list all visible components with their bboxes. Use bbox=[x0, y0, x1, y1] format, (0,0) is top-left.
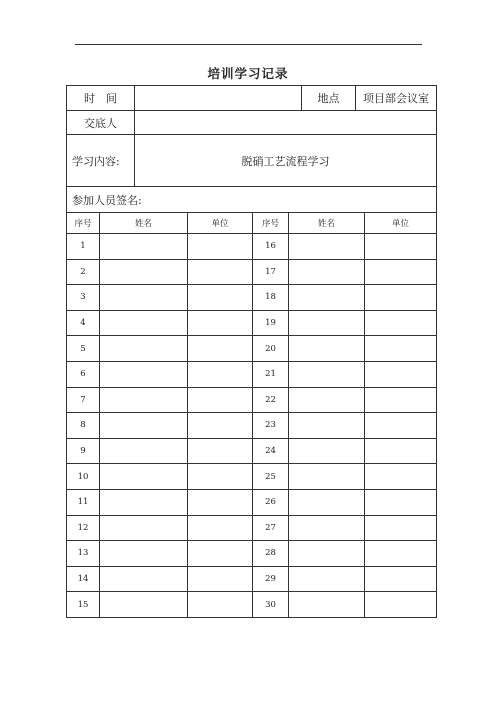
table-row bbox=[67, 336, 437, 362]
name-field[interactable] bbox=[100, 515, 188, 541]
unit-field[interactable] bbox=[188, 489, 253, 515]
row-number: 17 bbox=[253, 259, 289, 285]
table-row bbox=[67, 464, 437, 490]
unit-field[interactable] bbox=[365, 387, 437, 413]
unit-field[interactable] bbox=[188, 566, 253, 592]
unit-field[interactable] bbox=[365, 464, 437, 490]
name-field[interactable] bbox=[100, 336, 188, 362]
row-number: 3 bbox=[67, 285, 100, 311]
row-number: 8 bbox=[67, 413, 100, 439]
document-title: 培训学习记录 bbox=[207, 66, 289, 81]
top-rule bbox=[75, 44, 422, 45]
row-number: 6 bbox=[67, 361, 100, 387]
name-field[interactable] bbox=[100, 464, 188, 490]
row-number: 26 bbox=[253, 489, 289, 515]
row-number: 1 bbox=[67, 234, 100, 260]
row-number: 25 bbox=[253, 464, 289, 490]
name-field[interactable] bbox=[289, 438, 365, 464]
unit-field[interactable] bbox=[365, 541, 437, 567]
location-label: 地点 bbox=[302, 86, 356, 111]
unit-field[interactable] bbox=[188, 592, 253, 618]
unit-field[interactable] bbox=[365, 566, 437, 592]
time-value-field[interactable] bbox=[135, 86, 302, 111]
unit-field[interactable] bbox=[365, 592, 437, 618]
row-number: 4 bbox=[67, 310, 100, 336]
presenter-label: 交底人 bbox=[67, 111, 135, 135]
row-number: 10 bbox=[67, 464, 100, 490]
presenter-value-field[interactable] bbox=[135, 111, 437, 135]
row-number: 23 bbox=[253, 413, 289, 439]
row-number: 18 bbox=[253, 285, 289, 311]
name-field[interactable] bbox=[100, 438, 188, 464]
table-row bbox=[67, 515, 437, 541]
name-field[interactable] bbox=[100, 489, 188, 515]
unit-field[interactable] bbox=[365, 234, 437, 260]
unit-field[interactable] bbox=[188, 541, 253, 567]
table-row bbox=[67, 413, 437, 439]
unit-field[interactable] bbox=[188, 438, 253, 464]
table-row bbox=[67, 285, 437, 311]
row-number: 13 bbox=[67, 541, 100, 567]
col-header-seq: 序号 bbox=[253, 213, 289, 234]
row-number: 20 bbox=[253, 336, 289, 362]
table-row bbox=[67, 566, 437, 592]
name-field[interactable] bbox=[289, 464, 365, 490]
name-field[interactable] bbox=[289, 234, 365, 260]
name-field[interactable] bbox=[100, 259, 188, 285]
row-number: 29 bbox=[253, 566, 289, 592]
row-number: 19 bbox=[253, 310, 289, 336]
name-field[interactable] bbox=[289, 541, 365, 567]
table-row bbox=[67, 361, 437, 387]
name-field[interactable] bbox=[100, 566, 188, 592]
row-number: 27 bbox=[253, 515, 289, 541]
unit-field[interactable] bbox=[365, 259, 437, 285]
name-field[interactable] bbox=[100, 285, 188, 311]
name-field[interactable] bbox=[289, 413, 365, 439]
name-field[interactable] bbox=[289, 592, 365, 618]
name-field[interactable] bbox=[100, 310, 188, 336]
name-field[interactable] bbox=[289, 515, 365, 541]
header-table bbox=[66, 85, 437, 213]
unit-field[interactable] bbox=[188, 464, 253, 490]
unit-field[interactable] bbox=[365, 515, 437, 541]
row-number: 12 bbox=[67, 515, 100, 541]
signature-header-row bbox=[67, 213, 437, 234]
row-number: 30 bbox=[253, 592, 289, 618]
table-row bbox=[67, 592, 437, 618]
name-field[interactable] bbox=[289, 387, 365, 413]
row-number: 21 bbox=[253, 361, 289, 387]
unit-field[interactable] bbox=[188, 515, 253, 541]
col-header-unit: 单位 bbox=[365, 213, 437, 234]
row-number: 9 bbox=[67, 438, 100, 464]
participants-label: 参加人员签名: bbox=[67, 187, 437, 213]
table-row bbox=[67, 438, 437, 464]
row-number: 15 bbox=[67, 592, 100, 618]
unit-field[interactable] bbox=[365, 310, 437, 336]
col-header-seq: 序号 bbox=[67, 213, 100, 234]
unit-field[interactable] bbox=[188, 361, 253, 387]
unit-field[interactable] bbox=[188, 310, 253, 336]
unit-field[interactable] bbox=[365, 489, 437, 515]
unit-field[interactable] bbox=[188, 259, 253, 285]
row-number: 11 bbox=[67, 489, 100, 515]
col-header-name: 姓名 bbox=[100, 213, 188, 234]
table-row bbox=[67, 541, 437, 567]
name-field[interactable] bbox=[289, 285, 365, 311]
unit-field[interactable] bbox=[188, 234, 253, 260]
unit-field[interactable] bbox=[188, 336, 253, 362]
unit-field[interactable] bbox=[365, 285, 437, 311]
name-field[interactable] bbox=[289, 361, 365, 387]
table-row bbox=[67, 234, 437, 260]
unit-field[interactable] bbox=[365, 413, 437, 439]
table-row bbox=[67, 387, 437, 413]
unit-field[interactable] bbox=[365, 438, 437, 464]
col-header-unit: 单位 bbox=[188, 213, 253, 234]
row-number: 28 bbox=[253, 541, 289, 567]
row-number: 7 bbox=[67, 387, 100, 413]
content-value: 脱硝工艺流程学习 bbox=[135, 135, 437, 187]
table-row bbox=[67, 310, 437, 336]
signature-table bbox=[66, 212, 437, 618]
row-number: 22 bbox=[253, 387, 289, 413]
content-label: 学习内容: bbox=[67, 135, 135, 187]
col-header-name: 姓名 bbox=[289, 213, 365, 234]
name-field[interactable] bbox=[289, 310, 365, 336]
name-field[interactable] bbox=[100, 413, 188, 439]
name-field[interactable] bbox=[100, 592, 188, 618]
name-field[interactable] bbox=[289, 489, 365, 515]
unit-field[interactable] bbox=[188, 413, 253, 439]
row-number: 5 bbox=[67, 336, 100, 362]
location-value: 项目部会议室 bbox=[356, 86, 437, 111]
name-field[interactable] bbox=[289, 259, 365, 285]
table-row bbox=[67, 489, 437, 515]
name-field[interactable] bbox=[289, 566, 365, 592]
name-field[interactable] bbox=[100, 361, 188, 387]
row-number: 24 bbox=[253, 438, 289, 464]
name-field[interactable] bbox=[289, 336, 365, 362]
unit-field[interactable] bbox=[188, 387, 253, 413]
row-number: 14 bbox=[67, 566, 100, 592]
unit-field[interactable] bbox=[188, 285, 253, 311]
name-field[interactable] bbox=[100, 541, 188, 567]
row-number: 2 bbox=[67, 259, 100, 285]
row-number: 16 bbox=[253, 234, 289, 260]
unit-field[interactable] bbox=[365, 336, 437, 362]
time-label: 时 间 bbox=[67, 86, 135, 111]
name-field[interactable] bbox=[100, 387, 188, 413]
name-field[interactable] bbox=[100, 234, 188, 260]
table-row bbox=[67, 259, 437, 285]
unit-field[interactable] bbox=[365, 361, 437, 387]
